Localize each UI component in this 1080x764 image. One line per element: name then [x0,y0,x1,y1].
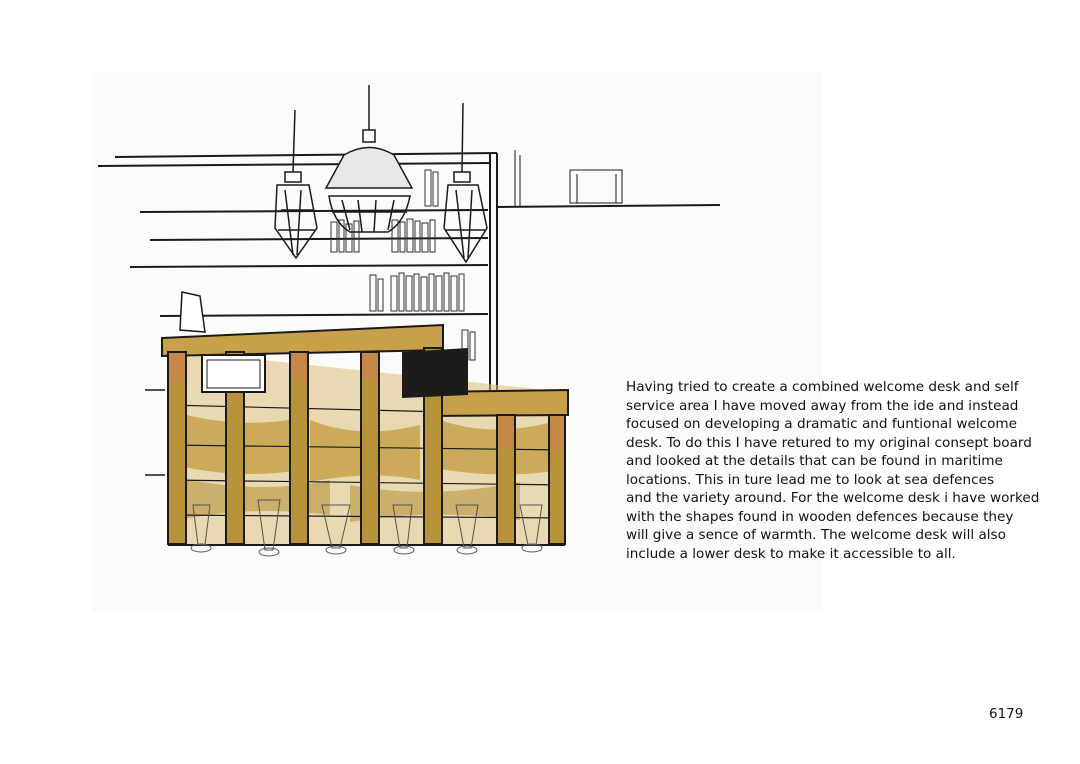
description-line: focused on developing a dramatic and funtional welcome [626,416,1018,432]
description-line: and looked at the details that can be found in maritime [626,453,1003,469]
page-number: 6179 [989,706,1024,722]
description-line: will give a sence of warmth. The welcome desk will also [626,527,1006,543]
description-paragraph [626,378,1040,563]
description-line: desk. To do this I have retured to my original consept board [626,434,1032,451]
description-line: Having tried to create a combined welcome desk and self [626,379,1019,395]
description-line: and the variety around. For the welcome desk i have worked [626,490,1040,506]
description-line: with the shapes found in wooden defences because they [626,508,1014,525]
description-line: locations. This in ture lead me to look at sea defences [626,471,995,488]
description-line: include a lower desk to make it accessible to all. [626,545,956,562]
description-line: service area I have moved away from the ide and instead [626,397,1019,414]
